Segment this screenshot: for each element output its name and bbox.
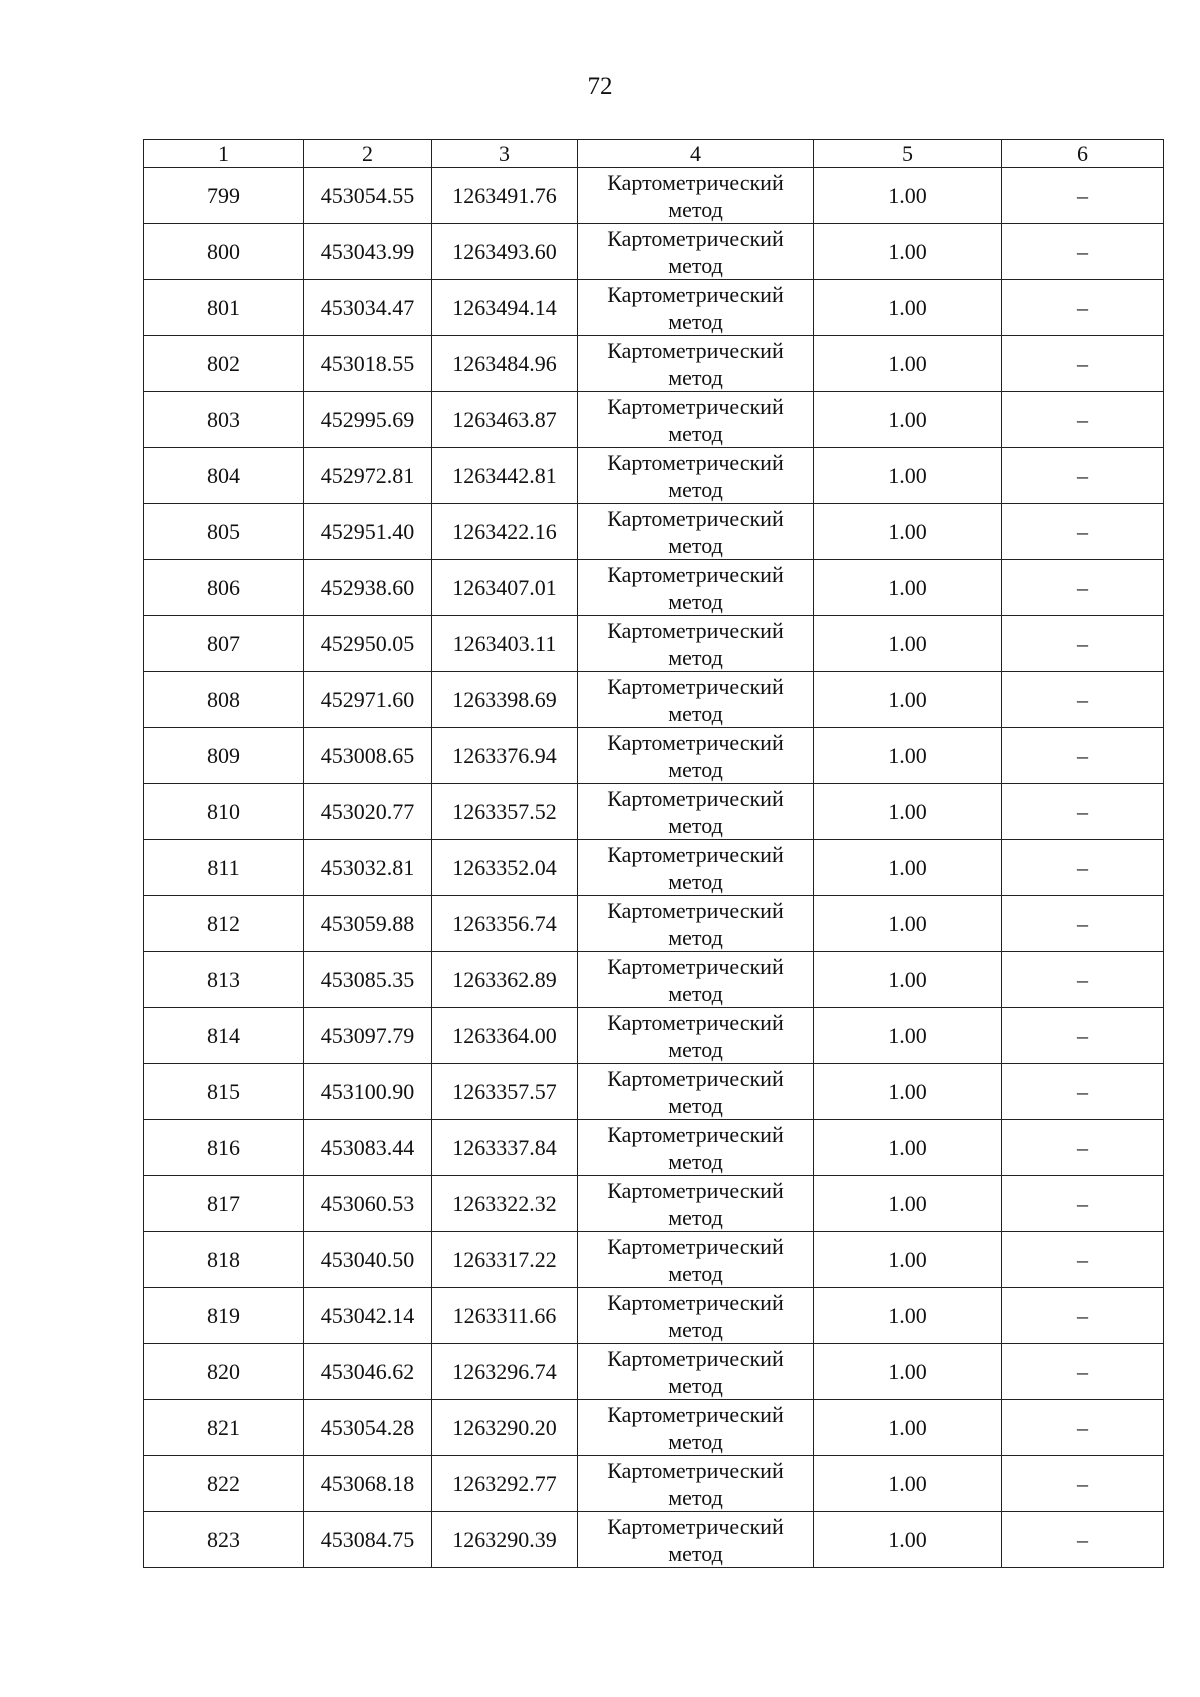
method-cell: Картометрический метод [578,1288,814,1344]
y-coordinate-cell: 1263403.11 [432,616,578,672]
table-body [144,168,1164,1568]
note-cell: – [1002,392,1164,448]
accuracy-cell: 1.00 [814,504,1002,560]
method-cell: Картометрический метод [578,448,814,504]
table-row [144,1456,1164,1512]
note-cell: – [1002,896,1164,952]
table-row [144,1344,1164,1400]
method-cell: Картометрический метод [578,672,814,728]
point-number-cell: 817 [144,1176,304,1232]
x-coordinate-cell: 452938.60 [304,560,432,616]
point-number-cell: 811 [144,840,304,896]
x-coordinate-cell: 452972.81 [304,448,432,504]
accuracy-cell: 1.00 [814,1344,1002,1400]
x-coordinate-cell: 452995.69 [304,392,432,448]
table-row [144,1232,1164,1288]
note-cell: – [1002,1456,1164,1512]
note-cell: – [1002,168,1164,224]
x-coordinate-cell: 453068.18 [304,1456,432,1512]
table-row [144,1176,1164,1232]
accuracy-cell: 1.00 [814,560,1002,616]
accuracy-cell: 1.00 [814,1064,1002,1120]
method-cell: Картометрический метод [578,952,814,1008]
x-coordinate-cell: 453083.44 [304,1120,432,1176]
accuracy-cell: 1.00 [814,1456,1002,1512]
point-number-cell: 808 [144,672,304,728]
table-row [144,504,1164,560]
x-coordinate-cell: 453054.55 [304,168,432,224]
header-cell: 5 [814,140,1002,168]
x-coordinate-cell: 452951.40 [304,504,432,560]
note-cell: – [1002,448,1164,504]
method-cell: Картометрический метод [578,224,814,280]
accuracy-cell: 1.00 [814,896,1002,952]
y-coordinate-cell: 1263463.87 [432,392,578,448]
y-coordinate-cell: 1263442.81 [432,448,578,504]
y-coordinate-cell: 1263311.66 [432,1288,578,1344]
table-row [144,1008,1164,1064]
accuracy-cell: 1.00 [814,1120,1002,1176]
y-coordinate-cell: 1263422.16 [432,504,578,560]
x-coordinate-cell: 453034.47 [304,280,432,336]
page-number: 72 [587,73,613,100]
y-coordinate-cell: 1263356.74 [432,896,578,952]
table-row [144,1512,1164,1568]
method-cell: Картометрический метод [578,280,814,336]
accuracy-cell: 1.00 [814,1176,1002,1232]
method-cell: Картометрический метод [578,1512,814,1568]
coordinates-table-container [143,139,1163,1568]
accuracy-cell: 1.00 [814,616,1002,672]
accuracy-cell: 1.00 [814,280,1002,336]
y-coordinate-cell: 1263290.20 [432,1400,578,1456]
note-cell: – [1002,1120,1164,1176]
x-coordinate-cell: 453059.88 [304,896,432,952]
note-cell: – [1002,1288,1164,1344]
table-row [144,672,1164,728]
accuracy-cell: 1.00 [814,784,1002,840]
note-cell: – [1002,1232,1164,1288]
accuracy-cell: 1.00 [814,1232,1002,1288]
accuracy-cell: 1.00 [814,1288,1002,1344]
x-coordinate-cell: 453060.53 [304,1176,432,1232]
note-cell: – [1002,224,1164,280]
note-cell: – [1002,616,1164,672]
point-number-cell: 804 [144,448,304,504]
method-cell: Картометрический метод [578,560,814,616]
header-cell: 6 [1002,140,1164,168]
point-number-cell: 799 [144,168,304,224]
point-number-cell: 807 [144,616,304,672]
table-row [144,392,1164,448]
note-cell: – [1002,1008,1164,1064]
table-row [144,336,1164,392]
x-coordinate-cell: 453054.28 [304,1400,432,1456]
method-cell: Картометрический метод [578,392,814,448]
table-row [144,840,1164,896]
method-cell: Картометрический метод [578,1344,814,1400]
table-row [144,168,1164,224]
x-coordinate-cell: 452971.60 [304,672,432,728]
point-number-cell: 810 [144,784,304,840]
header-cell: 3 [432,140,578,168]
note-cell: – [1002,504,1164,560]
y-coordinate-cell: 1263337.84 [432,1120,578,1176]
accuracy-cell: 1.00 [814,336,1002,392]
method-cell: Картометрический метод [578,1232,814,1288]
accuracy-cell: 1.00 [814,448,1002,504]
note-cell: – [1002,840,1164,896]
y-coordinate-cell: 1263376.94 [432,728,578,784]
method-cell: Картометрический метод [578,1456,814,1512]
table-row [144,616,1164,672]
note-cell: – [1002,728,1164,784]
x-coordinate-cell: 453100.90 [304,1064,432,1120]
y-coordinate-cell: 1263407.01 [432,560,578,616]
accuracy-cell: 1.00 [814,952,1002,1008]
method-cell: Картометрический метод [578,1008,814,1064]
point-number-cell: 815 [144,1064,304,1120]
note-cell: – [1002,560,1164,616]
accuracy-cell: 1.00 [814,1512,1002,1568]
point-number-cell: 822 [144,1456,304,1512]
method-cell: Картометрический метод [578,336,814,392]
header-cell: 4 [578,140,814,168]
method-cell: Картометрический метод [578,1400,814,1456]
y-coordinate-cell: 1263484.96 [432,336,578,392]
y-coordinate-cell: 1263398.69 [432,672,578,728]
y-coordinate-cell: 1263362.89 [432,952,578,1008]
point-number-cell: 812 [144,896,304,952]
x-coordinate-cell: 453046.62 [304,1344,432,1400]
y-coordinate-cell: 1263357.57 [432,1064,578,1120]
x-coordinate-cell: 452950.05 [304,616,432,672]
method-cell: Картометрический метод [578,1176,814,1232]
note-cell: – [1002,952,1164,1008]
y-coordinate-cell: 1263322.32 [432,1176,578,1232]
x-coordinate-cell: 453097.79 [304,1008,432,1064]
x-coordinate-cell: 453084.75 [304,1512,432,1568]
x-coordinate-cell: 453043.99 [304,224,432,280]
point-number-cell: 800 [144,224,304,280]
note-cell: – [1002,1176,1164,1232]
point-number-cell: 806 [144,560,304,616]
table-row [144,1288,1164,1344]
y-coordinate-cell: 1263493.60 [432,224,578,280]
y-coordinate-cell: 1263364.00 [432,1008,578,1064]
x-coordinate-cell: 453008.65 [304,728,432,784]
method-cell: Картометрический метод [578,504,814,560]
header-cell: 1 [144,140,304,168]
table-row [144,560,1164,616]
point-number-cell: 814 [144,1008,304,1064]
method-cell: Картометрический метод [578,1064,814,1120]
table-row [144,1064,1164,1120]
x-coordinate-cell: 453085.35 [304,952,432,1008]
x-coordinate-cell: 453040.50 [304,1232,432,1288]
note-cell: – [1002,784,1164,840]
table-row [144,1120,1164,1176]
y-coordinate-cell: 1263290.39 [432,1512,578,1568]
note-cell: – [1002,1400,1164,1456]
point-number-cell: 801 [144,280,304,336]
y-coordinate-cell: 1263357.52 [432,784,578,840]
y-coordinate-cell: 1263292.77 [432,1456,578,1512]
y-coordinate-cell: 1263494.14 [432,280,578,336]
x-coordinate-cell: 453042.14 [304,1288,432,1344]
table-row [144,728,1164,784]
accuracy-cell: 1.00 [814,1400,1002,1456]
method-cell: Картометрический метод [578,1120,814,1176]
note-cell: – [1002,1512,1164,1568]
note-cell: – [1002,280,1164,336]
accuracy-cell: 1.00 [814,1008,1002,1064]
table-header-row [144,140,1164,168]
accuracy-cell: 1.00 [814,224,1002,280]
table-row [144,952,1164,1008]
accuracy-cell: 1.00 [814,728,1002,784]
y-coordinate-cell: 1263352.04 [432,840,578,896]
note-cell: – [1002,672,1164,728]
y-coordinate-cell: 1263491.76 [432,168,578,224]
note-cell: – [1002,336,1164,392]
accuracy-cell: 1.00 [814,392,1002,448]
point-number-cell: 821 [144,1400,304,1456]
x-coordinate-cell: 453020.77 [304,784,432,840]
y-coordinate-cell: 1263296.74 [432,1344,578,1400]
point-number-cell: 803 [144,392,304,448]
method-cell: Картометрический метод [578,168,814,224]
table-row [144,448,1164,504]
header-cell: 2 [304,140,432,168]
point-number-cell: 813 [144,952,304,1008]
table-row [144,280,1164,336]
point-number-cell: 823 [144,1512,304,1568]
point-number-cell: 809 [144,728,304,784]
method-cell: Картометрический метод [578,896,814,952]
accuracy-cell: 1.00 [814,840,1002,896]
table-row [144,896,1164,952]
point-number-cell: 802 [144,336,304,392]
accuracy-cell: 1.00 [814,672,1002,728]
x-coordinate-cell: 453032.81 [304,840,432,896]
accuracy-cell: 1.00 [814,168,1002,224]
point-number-cell: 818 [144,1232,304,1288]
method-cell: Картометрический метод [578,616,814,672]
y-coordinate-cell: 1263317.22 [432,1232,578,1288]
point-number-cell: 820 [144,1344,304,1400]
table-row [144,1400,1164,1456]
note-cell: – [1002,1344,1164,1400]
point-number-cell: 816 [144,1120,304,1176]
x-coordinate-cell: 453018.55 [304,336,432,392]
table-row [144,224,1164,280]
method-cell: Картометрический метод [578,840,814,896]
method-cell: Картометрический метод [578,728,814,784]
table-row [144,784,1164,840]
note-cell: – [1002,1064,1164,1120]
method-cell: Картометрический метод [578,784,814,840]
coordinates-table [143,139,1164,1568]
point-number-cell: 805 [144,504,304,560]
point-number-cell: 819 [144,1288,304,1344]
